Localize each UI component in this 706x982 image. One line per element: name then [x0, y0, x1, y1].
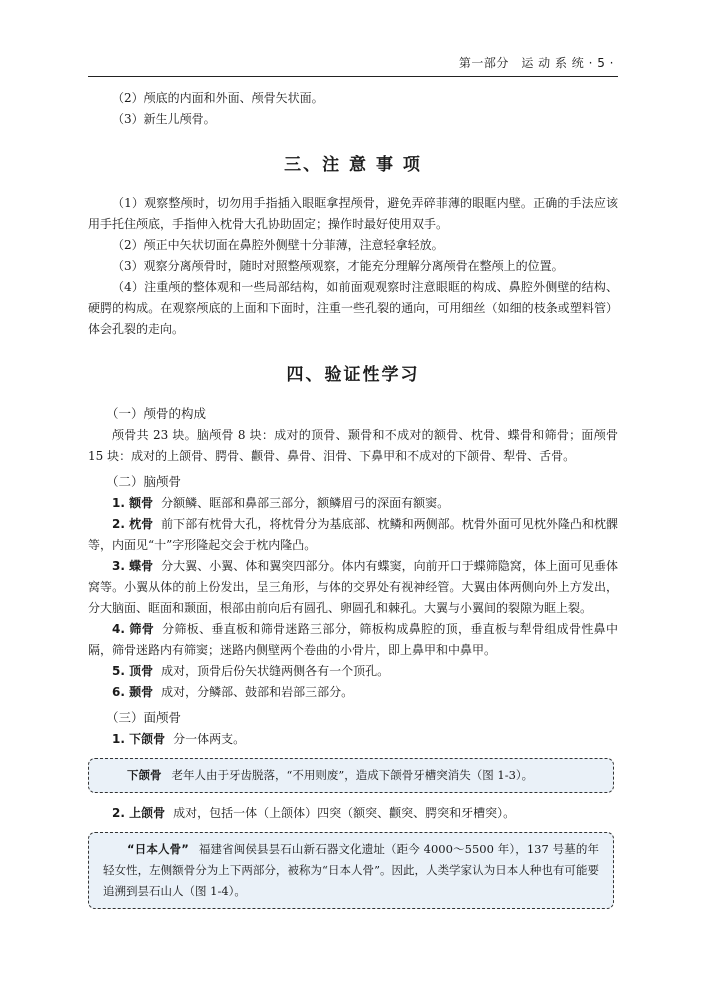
paragraph: （1）观察整颅时，切勿用手指插入眼眶拿捏颅骨，避免弄碎菲薄的眼眶内壁。正确的手法应该用手托住颅底，手指伸入枕骨大孔协助固定；操作时最好使用双手。: [88, 196, 618, 231]
section-heading-4: 四、验证性学习: [286, 365, 420, 385]
note-text: [103, 765, 599, 786]
term: 2. 枕骨: [112, 517, 154, 531]
term-paragraph: [88, 493, 618, 514]
term: 1. 下颌骨: [112, 732, 166, 746]
running-header: 第一部分 运 动 系 统 · 5 ·: [458, 56, 614, 70]
paragraph: （2）颅正中矢状切面在鼻腔外侧壁十分菲薄，注意轻拿轻放。: [112, 238, 444, 252]
term-text: 分大翼、小翼、体和翼突四部分。体内有蝶窦，向前开口于蝶筛隐窝，体上面可见垂体窝等。小翼从体的前上份发出，呈三角形，与体的交界处有视神经管。大翼由体两侧向外上方发出，分大脑面、眶面和颞面，根部由前向后有圆孔、卵圆孔和棘孔。大翼与小翼间的裂隙为眶上裂。: [88, 559, 618, 615]
term: 3. 蝶骨: [112, 559, 154, 573]
term-paragraph: [88, 556, 618, 619]
paragraph: （3）观察分离颅骨时，随时对照整颅观察，才能充分理解分离颅骨在整颅上的位置。: [112, 259, 564, 273]
term-text: 前下部有枕骨大孔，将枕骨分为基底部、枕鳞和两侧部。枕骨外面可见枕外隆凸和枕髁等，内面见“十”字形隆起交会于枕内隆凸。: [88, 517, 618, 552]
note-box: [88, 832, 614, 909]
header-rule: [88, 76, 618, 77]
term: 5. 顶骨: [112, 664, 154, 678]
term-paragraph: [88, 729, 618, 750]
term-paragraph: [88, 619, 618, 661]
term: 6. 颞骨: [112, 685, 154, 699]
term: 1. 额骨: [112, 496, 154, 510]
term-text: 成对，顶骨后份矢状缝两侧各有一个顶孔。: [161, 664, 390, 678]
note-text: [103, 839, 599, 902]
term-text: 分额鳞、眶部和鼻部三部分，额鳞眉弓的深面有额窦。: [161, 496, 450, 510]
term-paragraph: [88, 682, 618, 703]
list-line: （3）新生儿颅骨。: [112, 112, 216, 126]
term-paragraph: [88, 661, 618, 682]
term-text: 分一体两支。: [173, 732, 246, 746]
paragraph: （4）注重颅的整体观和一些局部结构，如前面观观察时注意眼眶的构成、鼻腔外侧壁的结构、硬腭的构成。在观察颅底的上面和下面时，注重一些孔裂的通向，可用细丝（如细的枝条或塑料管）体会孔裂的走向。: [88, 280, 618, 336]
term-text: 成对，分鳞部、鼓部和岩部三部分。: [161, 685, 354, 699]
subsection-heading: （二）脑颅骨: [106, 474, 182, 489]
subsection-heading: （一）颅骨的构成: [106, 406, 207, 421]
term: 4. 筛骨: [112, 622, 155, 636]
note-term: “日本人骨”: [127, 842, 189, 856]
term-paragraph: [88, 514, 618, 556]
note-term: 下颌骨: [127, 768, 162, 782]
list-line: （2）颅底的内面和外面、颅骨矢状面。: [112, 91, 324, 105]
term-paragraph: [88, 803, 618, 824]
section-heading-3: 三、注 意 事 项: [284, 155, 422, 175]
page-body: [88, 88, 618, 919]
note-body: 福建省闽侯县昙石山新石器文化遗址（距今 4000～5500 年），137 号墓的年轻女性，左侧额骨分为上下两部分，被称为“日本人骨”。因此，人类学家认为日本人种也有可能要追溯到昙石山人（图 1-4）。: [103, 842, 599, 898]
paragraph: 颅骨共 23 块。脑颅骨 8 块：成对的顶骨、颞骨和不成对的额骨、枕骨、蝶骨和筛骨；面颅骨 15 块：成对的上颌骨、腭骨、颧骨、鼻骨、泪骨、下鼻甲和不成对的下颌骨、犁骨、舌骨。: [88, 428, 618, 463]
note-box: [88, 758, 614, 793]
term-text: 成对，包括一体（上颌体）四突（额突、颧突、腭突和牙槽突）。: [173, 806, 516, 820]
note-body: 老年人由于牙齿脱落，“不用则废”，造成下颌骨牙槽突消失（图 1-3）。: [171, 768, 534, 782]
term-text: 分筛板、垂直板和筛骨迷路三部分，筛板构成鼻腔的顶，垂直板与犁骨组成骨性鼻中隔，筛骨迷路内有筛窦；迷路内侧壁两个卷曲的小骨片，即上鼻甲和中鼻甲。: [88, 622, 618, 657]
term: 2. 上颌骨: [112, 806, 166, 820]
subsection-heading: （三）面颅骨: [106, 710, 182, 725]
